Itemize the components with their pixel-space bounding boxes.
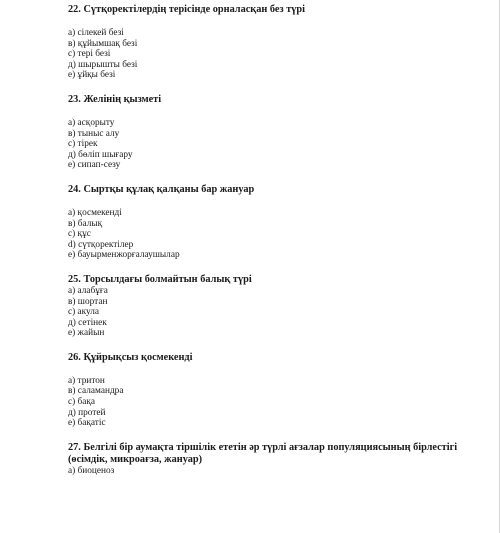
answer-list [68,28,487,81]
question-22 [68,4,487,81]
question-title: 26. Құйрықсыз қосмекенді [68,351,193,363]
question-title: 22. Сүтқоректілердің терісінде орналасқан без түрі [68,4,305,15]
answer-option: д) бөліп шығару [68,149,133,160]
question-25 [68,274,487,339]
answer-option: с) бақа [68,397,96,408]
answer-list [68,466,487,477]
answer-option: а) тритон [68,375,105,386]
answer-option: д) шырышты безі [68,59,138,70]
answer-option: с) құс [68,229,91,240]
question-title: 23. Желінің қызметі [68,93,162,105]
question-23 [68,94,487,171]
answer-option: е) сипап-сезу [68,160,121,171]
answer-option: в) тыныс алу [68,128,120,139]
answer-option: d) сүтқоректілер [68,239,134,250]
question-title: 24. Сыртқы құлақ қалқаны бар жануар [68,183,255,195]
answer-option: в) құйымшақ безі [68,38,138,49]
question-title: 27. Белгілі бір аумақта тіршілік ететін әр түрлі ағзалар популяциясының бірлестігі (өсімдік, микроағза, жануар) [68,441,458,465]
answer-option: с) тірек [68,139,98,150]
question-title: 25. Торсылдағы болмайтын балық түрі [68,273,252,285]
answer-option: а) қосмекенді [68,207,122,218]
question-26 [68,352,487,429]
answer-list [68,118,487,171]
answer-option: а) асқорыту [68,117,115,128]
answer-option: е) бауырменжорғалаушылар [68,250,180,261]
answer-option: д) сетінек [68,317,107,328]
answer-option: в) саламандра [68,386,124,397]
answer-option: а) сілекей безі [68,28,124,38]
answer-option: в) шортан [68,296,108,307]
answer-option: е) жайын [68,328,105,339]
question-24 [68,184,487,261]
answer-option: е) ұйқы безі [68,70,116,81]
answer-option: е) бақатіс [68,418,106,429]
answer-option: в) балық [68,218,103,229]
answer-option: с) тері безі [68,49,111,60]
answer-option: а) алабұға [68,285,108,296]
answer-list [68,208,487,261]
answer-option: д) протей [68,407,106,418]
answer-option: с) акула [68,307,100,318]
question-27 [68,442,487,477]
answer-list [68,286,487,339]
answer-list [68,376,487,429]
answer-option: а) биоценоз [68,465,115,476]
